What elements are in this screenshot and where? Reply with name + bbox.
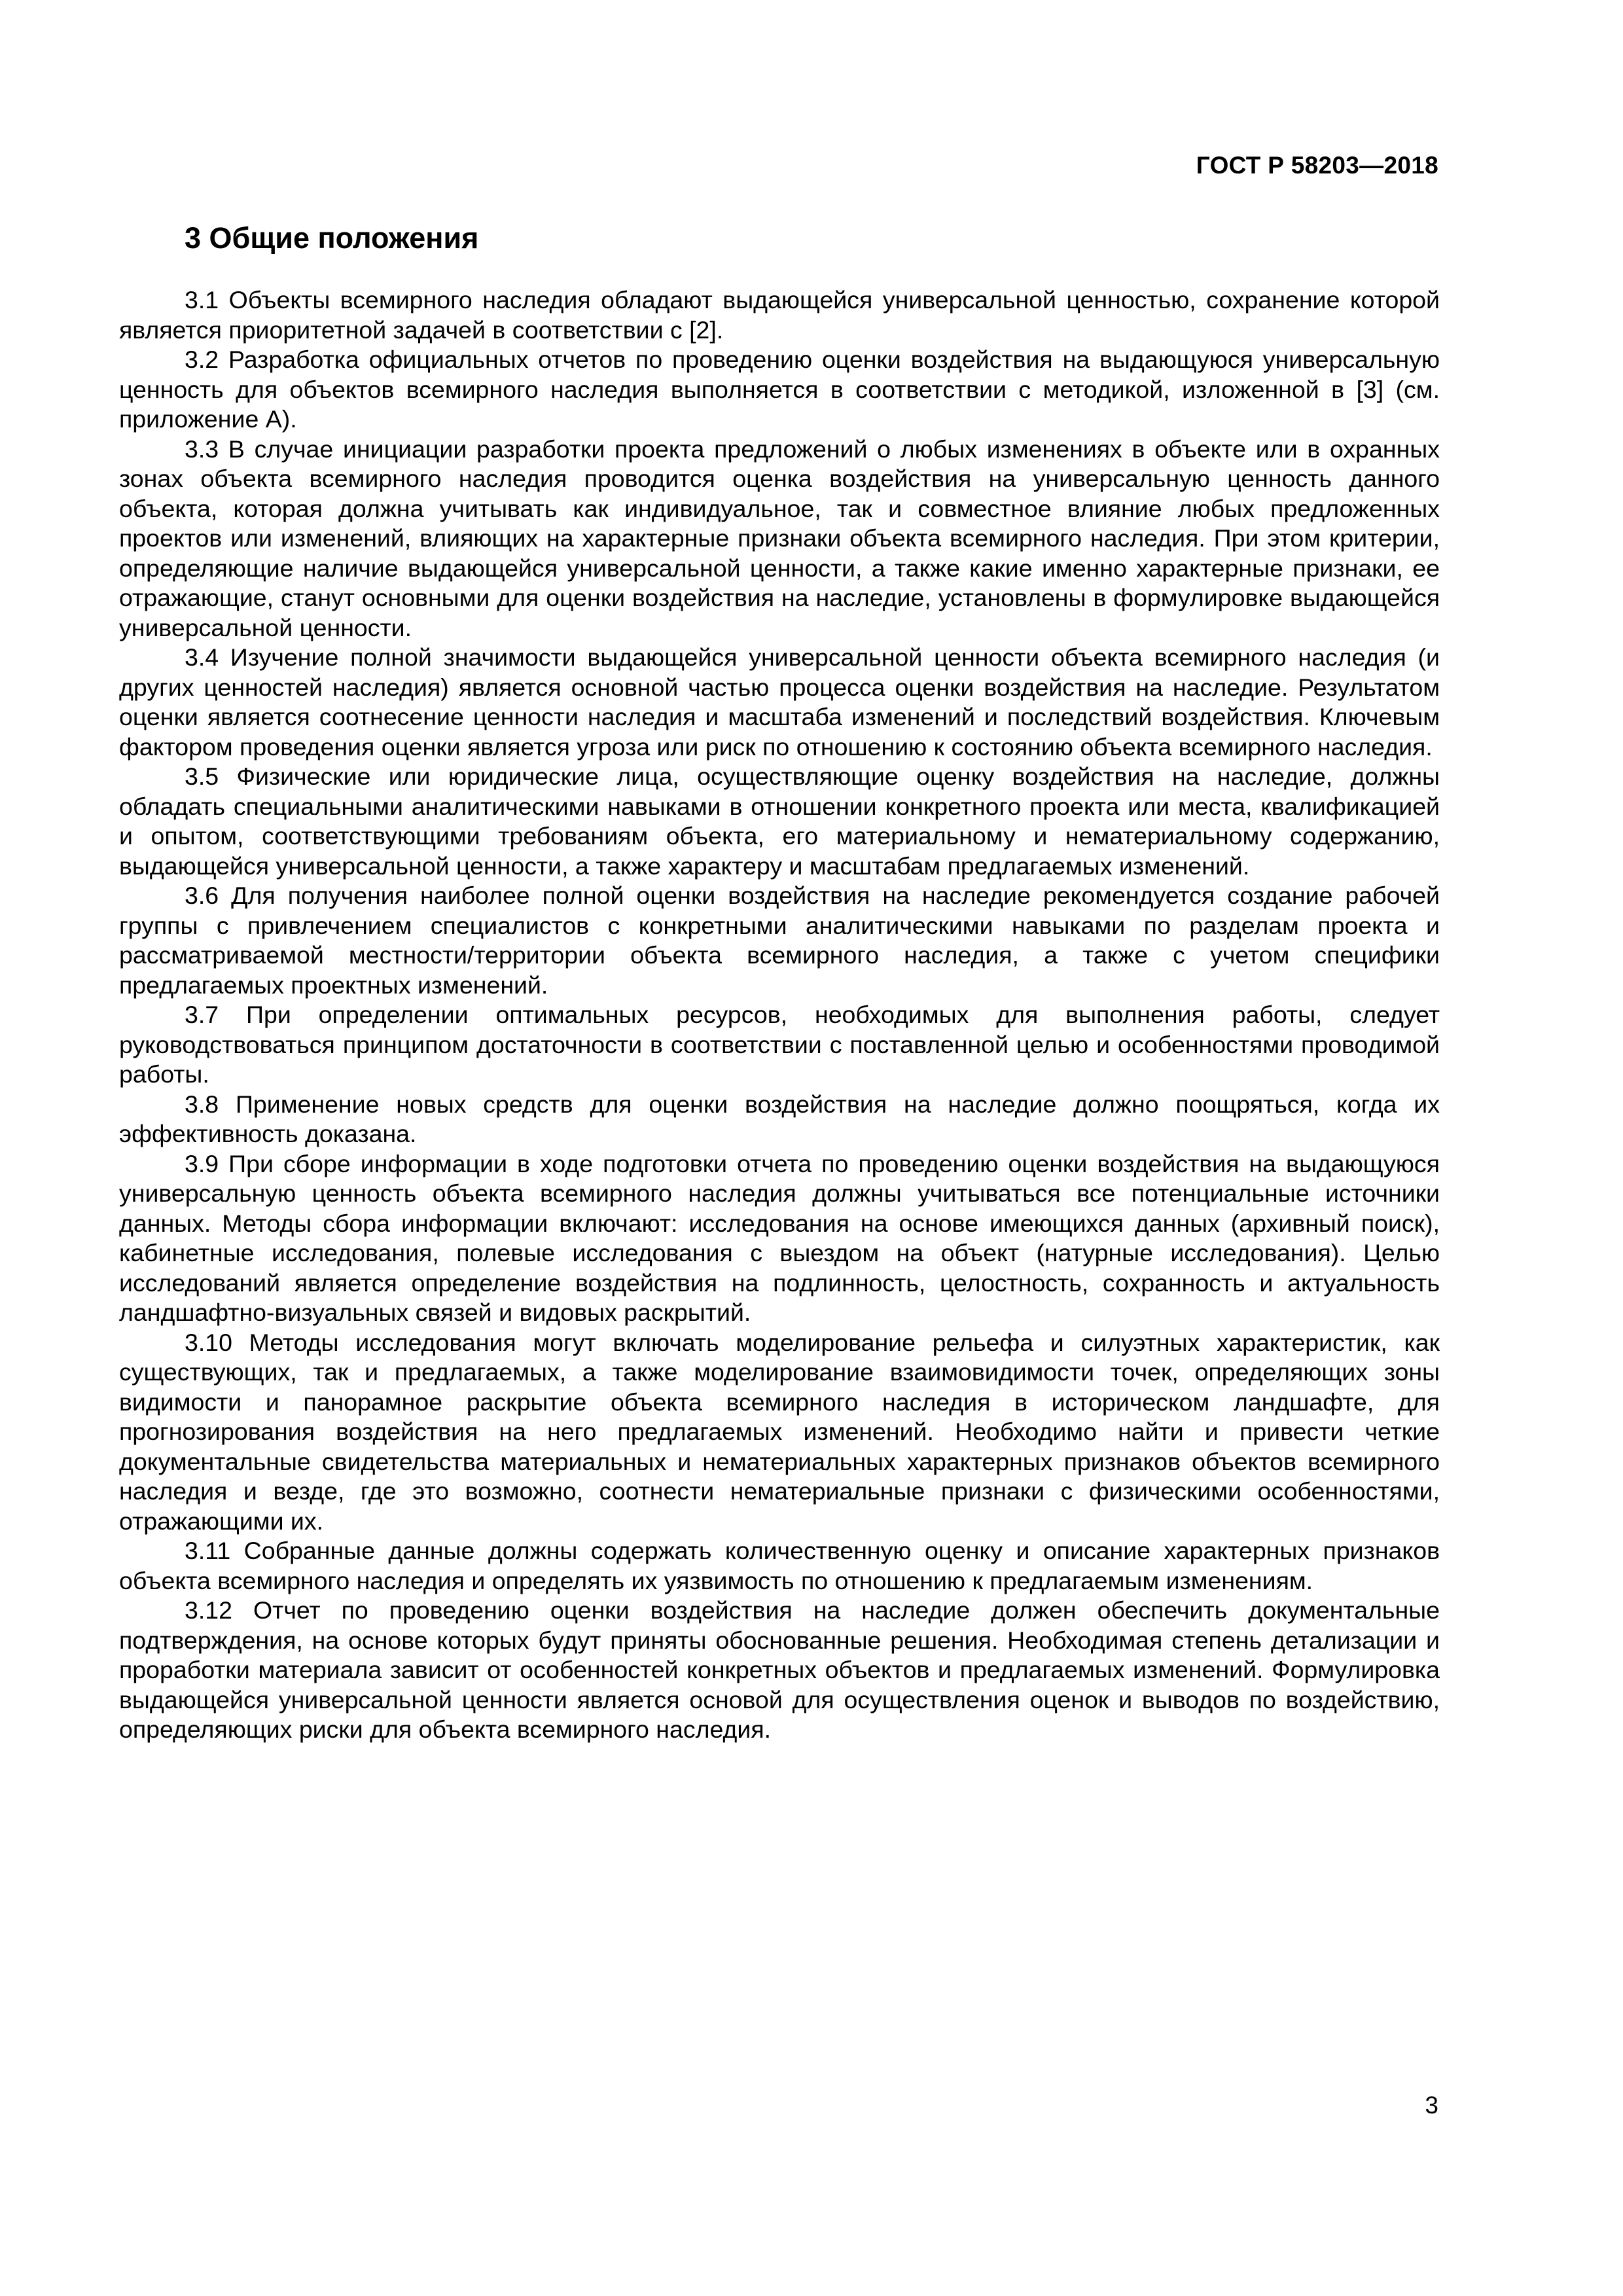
paragraph-3-12: 3.12 Отчет по проведению оценки воздействия на наследие должен обеспечить документальные подтверждения, на основе которых будут приняты обоснованные решения. Необходимая степень детализации и проработки материала зависит от особенностей конкретных объектов и предлагаемых изменений. Формулировка выдающейся универсальной ценности является основой для осуществления оценок и выводов по воздействию, определяющих риски для объекта всемирного наследия.	[119, 1596, 1440, 1743]
section-body	[119, 285, 1440, 1745]
paragraph-3-9: 3.9 При сборе информации в ходе подготовки отчета по проведению оценки воздействия на выдающуюся универсальную ценность объекта всемирного наследия должны учитываться все потенциальные источники данных. Методы сбора информации включают: исследования на основе имеющихся данных (архивный поиск), кабинетные исследования, полевые исследования с выездом на объект (натурные исследования). Целью исследований является определение воздействия на подлинность, целостность, сохранность и актуальность ландшафтно-визуальных связей и видовых раскрытий.	[119, 1149, 1440, 1326]
page-number: 3	[1425, 2092, 1438, 2119]
paragraph-3-7: 3.7 При определении оптимальных ресурсов, необходимых для выполнения работы, следует руководствоваться принципом достаточности в соответствии с поставленной целью и особенностями проводимой работы.	[119, 1001, 1440, 1088]
paragraph-3-11: 3.11 Собранные данные должны содержать количественную оценку и описание характерных признаков объекта всемирного наследия и определять их уязвимость по отношению к предлагаемым изменениям.	[119, 1537, 1440, 1594]
paragraph-3-8: 3.8 Применение новых средств для оценки воздействия на наследие должно поощряться, когда их эффективность доказана.	[119, 1090, 1440, 1147]
paragraph-3-6: 3.6 Для получения наиболее полной оценки воздействия на наследие рекомендуется создание рабочей группы с привлечением специалистов с конкретными аналитическими навыками по разделам проекта и рассматриваемой местности/территории объекта всемирного наследия, а также с учетом специфики предлагаемых проектных изменений.	[119, 882, 1440, 999]
paragraph-3-2: 3.2 Разработка официальных отчетов по проведению оценки воздействия на выдающуюся универсальную ценность для объектов всемирного наследия выполняется в соответствии с методикой, изложенной в [3] (см. приложение А).	[119, 346, 1440, 433]
paragraph-3-1: 3.1 Объекты всемирного наследия обладают выдающейся универсальной ценностью, сохранение которой является приоритетной задачей в соответствии с [2].	[119, 286, 1440, 344]
paragraph-3-10: 3.10 Методы исследования могут включать моделирование рельефа и силуэтных характеристик, как существующих, так и предлагаемых, а также моделирование взаимовидимости точек, определяющих зоны видимости и панорамное раскрытие объекта всемирного наследия в историческом ландшафте, для прогнозирования воздействия на него предлагаемых изменений. Необходимо найти и привести четкие документальные свидетельства материальных и нематериальных характерных признаков объектов всемирного наследия и везде, где это возможно, соотнести нематериальные признаки с физическими особенностями, отражающими их.	[119, 1328, 1440, 1535]
paragraph-3-5: 3.5 Физические или юридические лица, осуществляющие оценку воздействия на наследие, должны обладать специальными аналитическими навыками в отношении конкретного проекта или места, квалификацией и опытом, соответствующими требованиям объекта, его материальному и нематериальному содержанию, выдающейся универсальной ценности, а также характеру и масштабам предлагаемых изменений.	[119, 762, 1440, 880]
paragraph-3-3: 3.3 В случае инициации разработки проекта предложений о любых изменениях в объекте или в охранных зонах объекта всемирного наследия проводится оценка воздействия на универсальную ценность данного объекта, которая должна учитывать как индивидуальное, так и совместное влияние любых предложенных проектов или изменений, влияющих на характерные признаки объекта всемирного наследия. При этом критерии, определяющие наличие выдающейся универсальной ценности, а также какие именно характерные признаки, ее отражающие, станут основными для оценки воздействия на наследие, установлены в формулировке выдающейся универсальной ценности.	[119, 435, 1440, 641]
document-code: ГОСТ Р 58203—2018	[1196, 152, 1438, 179]
paragraph-3-4: 3.4 Изучение полной значимости выдающейся универсальной ценности объекта всемирного наследия (и других ценностей наследия) является основной частью процесса оценки воздействия на наследие. Результатом оценки является соотнесение ценности наследия и масштаба изменений и последствий воздействия. Ключевым фактором проведения оценки является угроза или риск по отношению к состоянию объекта всемирного наследия.	[119, 643, 1440, 761]
section-title: 3 Общие положения	[185, 221, 479, 255]
